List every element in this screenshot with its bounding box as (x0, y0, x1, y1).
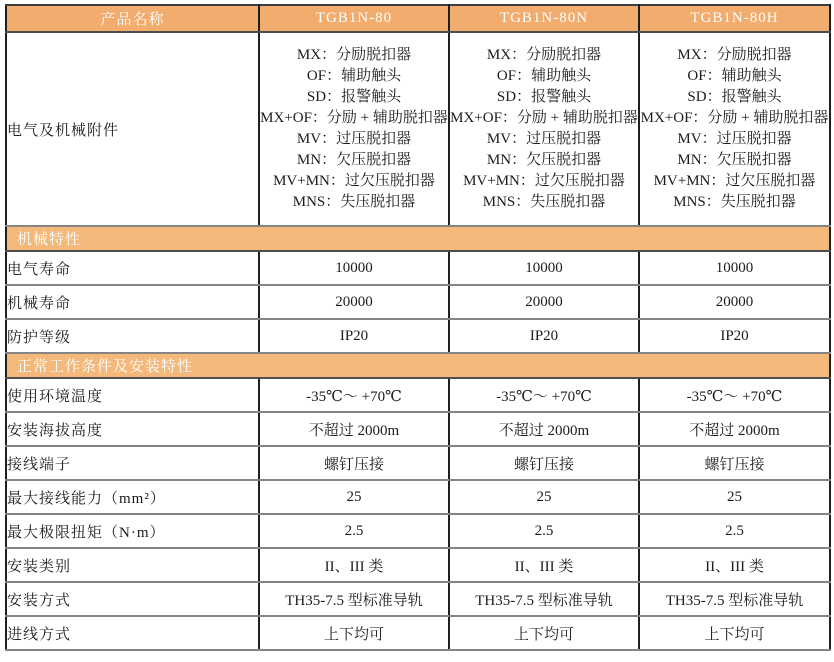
accessories-list (640, 45, 829, 213)
section-bar-conditions (6, 353, 830, 378)
row-value: II、III 类 (639, 548, 830, 582)
row-value: 螺钉压接 (449, 446, 639, 480)
accessory-item: OF：辅助触头 (687, 68, 782, 84)
accessory-item: MX+OF：分励 + 辅助脱扣器 (260, 110, 448, 126)
table-row-mechanical-life (6, 285, 830, 319)
accessory-item: MV：过压脱扣器 (486, 131, 602, 147)
accessory-item: MV+MN：过欠压脱扣器 (463, 173, 625, 189)
accessory-item: MV：过压脱扣器 (677, 131, 792, 147)
accessories-cell-col3 (639, 32, 830, 226)
header-product-name-label: 产品名称 (6, 5, 259, 32)
row-value: 上下均可 (639, 616, 830, 650)
accessories-cell-col1 (259, 32, 449, 226)
row-value: 10000 (449, 251, 639, 285)
table-header-row (6, 5, 830, 32)
accessory-item: MV+MN：过欠压脱扣器 (653, 173, 816, 189)
row-value: 25 (639, 480, 830, 514)
section-bar-mechanical (6, 226, 830, 251)
row-value: 螺钉压接 (639, 446, 830, 480)
accessory-item: MV：过压脱扣器 (296, 131, 412, 147)
header-model-tgb1n-80n: TGB1N-80N (449, 5, 639, 32)
accessory-item: MNS：失压脱扣器 (673, 194, 796, 210)
accessories-row-label: 电气及机械附件 (6, 32, 259, 226)
accessory-item: SD：报警触头 (687, 89, 782, 105)
row-value: 2.5 (449, 514, 639, 548)
accessory-item: MV+MN：过欠压脱扣器 (273, 173, 435, 189)
row-label: 接线端子 (6, 446, 259, 480)
accessory-item: SD：报警触头 (306, 89, 402, 105)
row-value: 螺钉压接 (259, 446, 449, 480)
accessory-item: MN：欠压脱扣器 (677, 152, 792, 168)
accessory-item: OF：辅助触头 (306, 68, 402, 84)
row-value: IP20 (639, 319, 830, 353)
header-model-tgb1n-80h: TGB1N-80H (639, 5, 830, 32)
section-title-conditions: 正常工作条件及安装特性 (6, 353, 830, 378)
accessory-item: OF：辅助触头 (496, 68, 592, 84)
row-value: II、III 类 (449, 548, 639, 582)
accessory-item: MNS：失压脱扣器 (482, 194, 606, 210)
row-value: TH35-7.5 型标准导轨 (639, 582, 830, 616)
row-value: 10000 (259, 251, 449, 285)
row-value: TH35-7.5 型标准导轨 (259, 582, 449, 616)
table-row-max-wiring-capacity (6, 480, 830, 514)
row-value: 不超过 2000m (259, 412, 449, 446)
row-value: 2.5 (259, 514, 449, 548)
table-row-installation-category (6, 548, 830, 582)
row-value: 25 (259, 480, 449, 514)
row-value: 2.5 (639, 514, 830, 548)
table-row-ambient-temperature (6, 378, 830, 412)
row-value: 10000 (639, 251, 830, 285)
row-value: 25 (449, 480, 639, 514)
accessory-item: MX：分励脱扣器 (296, 47, 412, 63)
accessories-list (260, 45, 448, 213)
table-row-terminal-type (6, 446, 830, 480)
row-value: -35℃～ +70℃ (639, 378, 830, 412)
accessories-row (6, 32, 830, 226)
accessory-item: SD：报警触头 (496, 89, 592, 105)
row-value: -35℃～ +70℃ (259, 378, 449, 412)
row-value: II、III 类 (259, 548, 449, 582)
table-row-wire-entry (6, 616, 830, 650)
accessory-item: MN：欠压脱扣器 (486, 152, 602, 168)
row-value: 20000 (259, 285, 449, 319)
row-label: 防护等级 (6, 319, 259, 353)
accessory-item: MNS：失压脱扣器 (292, 194, 416, 210)
row-value: 上下均可 (449, 616, 639, 650)
row-label: 进线方式 (6, 616, 259, 650)
row-label: 使用环境温度 (6, 378, 259, 412)
row-value: -35℃～ +70℃ (449, 378, 639, 412)
header-model-tgb1n-80: TGB1N-80 (259, 5, 449, 32)
row-value: 20000 (639, 285, 830, 319)
row-label: 机械寿命 (6, 285, 259, 319)
accessories-cell-col2 (449, 32, 639, 226)
row-value: 上下均可 (259, 616, 449, 650)
product-spec-table (5, 4, 831, 651)
table-row-protection-level (6, 319, 830, 353)
row-value: IP20 (259, 319, 449, 353)
row-label: 安装方式 (6, 582, 259, 616)
row-value: 20000 (449, 285, 639, 319)
row-value: 不超过 2000m (639, 412, 830, 446)
row-label: 电气寿命 (6, 251, 259, 285)
accessory-item: MX：分励脱扣器 (486, 47, 602, 63)
row-label: 安装海拔高度 (6, 412, 259, 446)
table-row-max-torque (6, 514, 830, 548)
table-row-electrical-life (6, 251, 830, 285)
row-value: TH35-7.5 型标准导轨 (449, 582, 639, 616)
accessory-item: MX+OF：分励 + 辅助脱扣器 (450, 110, 638, 126)
accessory-item: MX+OF：分励 + 辅助脱扣器 (640, 110, 829, 126)
table-row-altitude (6, 412, 830, 446)
accessories-list (450, 45, 638, 213)
section-title-mechanical: 机械特性 (6, 226, 830, 251)
accessory-item: MN：欠压脱扣器 (296, 152, 412, 168)
accessory-item: MX：分励脱扣器 (677, 47, 792, 63)
row-label: 安装类别 (6, 548, 259, 582)
row-value: 不超过 2000m (449, 412, 639, 446)
row-value: IP20 (449, 319, 639, 353)
row-label: 最大极限扭矩（N·m） (6, 514, 259, 548)
row-label: 最大接线能力（mm²） (6, 480, 259, 514)
table-row-mounting-method (6, 582, 830, 616)
